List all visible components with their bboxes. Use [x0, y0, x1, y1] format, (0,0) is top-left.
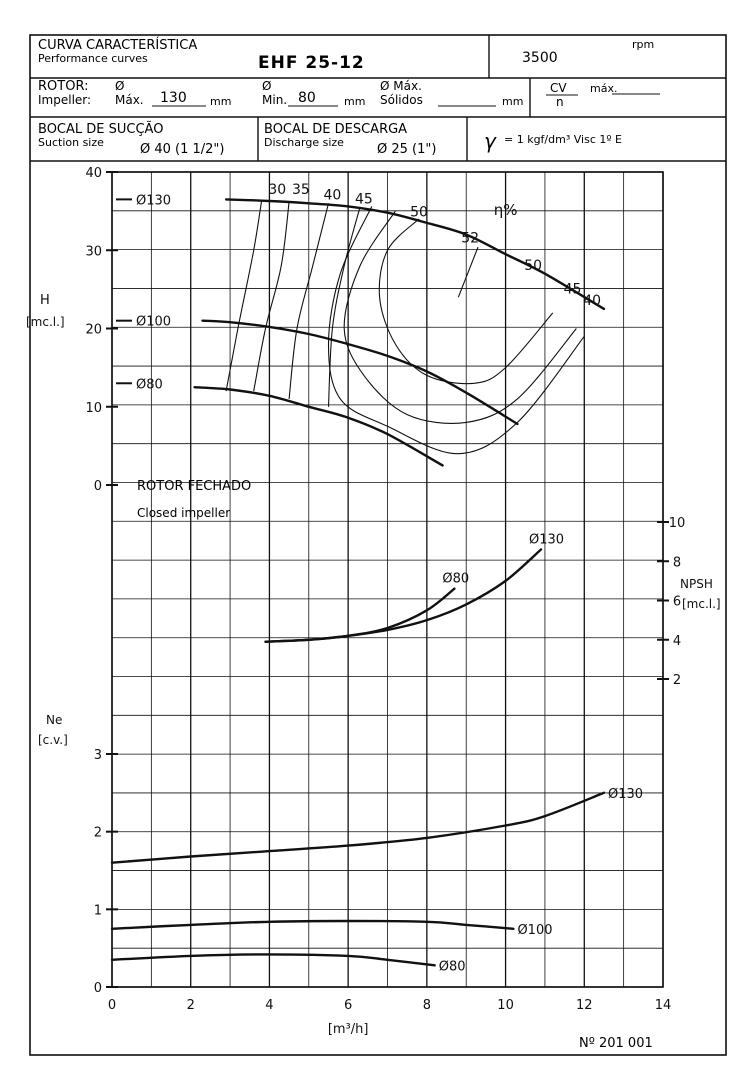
efficiency-isoline: [226, 201, 262, 391]
ne-curve-d80: [112, 954, 435, 965]
suction-value: Ø 40 (1 1/2"): [140, 142, 225, 157]
min-value: 80: [298, 90, 316, 106]
h-curve-d80: [195, 387, 443, 465]
rpm-value: 3500: [522, 50, 558, 66]
suction-label-pt: BOCAL DE SUCÇÃO: [38, 122, 164, 137]
max-value: 130: [160, 90, 187, 106]
dia-symbol-max: Ø: [115, 79, 125, 93]
gamma-symbol: γ: [484, 129, 496, 153]
h-series-label: Ø80: [136, 377, 163, 393]
h-tick-label: 40: [85, 166, 102, 181]
title-en: Performance curves: [38, 52, 148, 65]
x-tick-label: 0: [107, 998, 117, 1013]
efficiency-isoline: [254, 202, 289, 391]
gamma-text: = 1 kgf/dm³ Visc 1º E: [504, 133, 622, 146]
npsh-series-label: Ø80: [442, 571, 470, 587]
closed-impeller-en: Closed impeller: [137, 506, 231, 520]
efficiency-value-label: 40: [583, 293, 602, 310]
max-unit: mm: [210, 95, 232, 108]
npsh-tick-label: 2: [672, 673, 682, 688]
efficiency-value-label: 45: [563, 281, 582, 298]
ne-curve-d130: [112, 793, 604, 863]
ne-curve-d100: [112, 921, 513, 929]
h-axis-unit: [mc.l.]: [26, 315, 65, 329]
efficiency-value-label: 50: [524, 257, 543, 274]
ne-series-label: Ø100: [517, 922, 553, 938]
npsh-tick-label: 10: [668, 516, 686, 531]
ne-tick-label: 1: [93, 903, 102, 919]
n-label: n: [556, 95, 564, 109]
ne-axis-label: Ne: [46, 713, 63, 727]
dia-symbol-min: Ø: [262, 79, 272, 93]
x-tick-label: 6: [344, 998, 353, 1013]
closed-impeller-pt: ROTOR FECHADO: [137, 479, 252, 494]
x-tick-label: 12: [576, 998, 593, 1013]
efficiency-isoline: [329, 207, 361, 407]
efficiency-value-label: 52: [461, 230, 480, 247]
efficiency-value-label: 30: [268, 181, 287, 198]
efficiency-value-label: 40: [323, 187, 342, 204]
x-tick-label: 10: [497, 998, 514, 1013]
model-name: EHF 25-12: [258, 53, 365, 73]
ne-series-label: Ø80: [438, 959, 466, 975]
efficiency-symbol: η%: [493, 201, 518, 220]
ne-tick-label: 2: [93, 825, 102, 841]
discharge-value: Ø 25 (1"): [377, 142, 437, 157]
h-series-label: Ø130: [136, 193, 172, 209]
h-tick-label: 30: [85, 244, 102, 260]
plot-area: [26, 166, 721, 1037]
npsh-axis-unit: [mc.l.]: [682, 597, 721, 611]
h-curve-d100: [203, 321, 518, 424]
npsh-axis-label: NPSH: [680, 577, 713, 591]
ne-axis-unit: [c.v.]: [38, 733, 68, 747]
efficiency-52-mark: [458, 247, 478, 297]
discharge-label-pt: BOCAL DE DESCARGA: [264, 122, 408, 137]
efficiency-value-label: 35: [292, 181, 310, 198]
rotor-label-en: Impeller:: [38, 93, 92, 107]
min-unit: mm: [344, 95, 366, 108]
h-tick-label: 10: [85, 400, 102, 416]
npsh-series-label: Ø130: [528, 532, 565, 548]
h-tick-label: 20: [85, 322, 102, 338]
solids-label-pt: Ø Máx.: [380, 79, 422, 93]
npsh-curve-d130: [266, 550, 542, 642]
h-series-label: Ø100: [136, 314, 172, 330]
x-tick-label: 14: [654, 998, 672, 1013]
ne-series-label: Ø130: [607, 786, 644, 802]
solids-unit: mm: [502, 95, 524, 108]
h-tick-label: 0: [93, 479, 102, 494]
x-tick-label: 2: [186, 998, 195, 1013]
npsh-tick-label: 4: [672, 633, 682, 649]
ne-tick-label: 3: [93, 748, 102, 763]
suction-label-en: Suction size: [38, 136, 104, 149]
efficiency-value-label: 50: [410, 204, 428, 221]
chart-curves: [112, 199, 604, 965]
efficiency-value-label: 45: [354, 191, 373, 208]
cv-max-label: máx.: [590, 82, 618, 95]
efficiency-loop: [329, 206, 585, 453]
page-border: [30, 35, 726, 1055]
solids-label-en: Sólidos: [380, 93, 423, 107]
x-tick-label: 8: [422, 998, 431, 1013]
chart-axes: [26, 166, 721, 1037]
discharge-label-en: Discharge size: [264, 136, 344, 149]
title-pt: CURVA CARACTERÍSTICA: [38, 38, 198, 53]
x-tick-label: 4: [265, 998, 274, 1013]
npsh-curve-d80: [266, 589, 455, 642]
document-number: Nº 201 001: [579, 1036, 653, 1051]
rpm-label: rpm: [632, 38, 655, 51]
npsh-tick-label: 6: [672, 594, 682, 610]
ne-tick-label: 0: [93, 981, 102, 996]
rotor-label-pt: ROTOR:: [38, 79, 89, 94]
h-axis-label: H: [40, 293, 50, 308]
x-axis-label: [m³/h]: [327, 1022, 369, 1037]
cv-label: CV: [550, 81, 567, 95]
npsh-tick-label: 8: [672, 555, 682, 571]
max-label: Máx.: [115, 93, 144, 107]
min-label: Min.: [262, 93, 288, 107]
